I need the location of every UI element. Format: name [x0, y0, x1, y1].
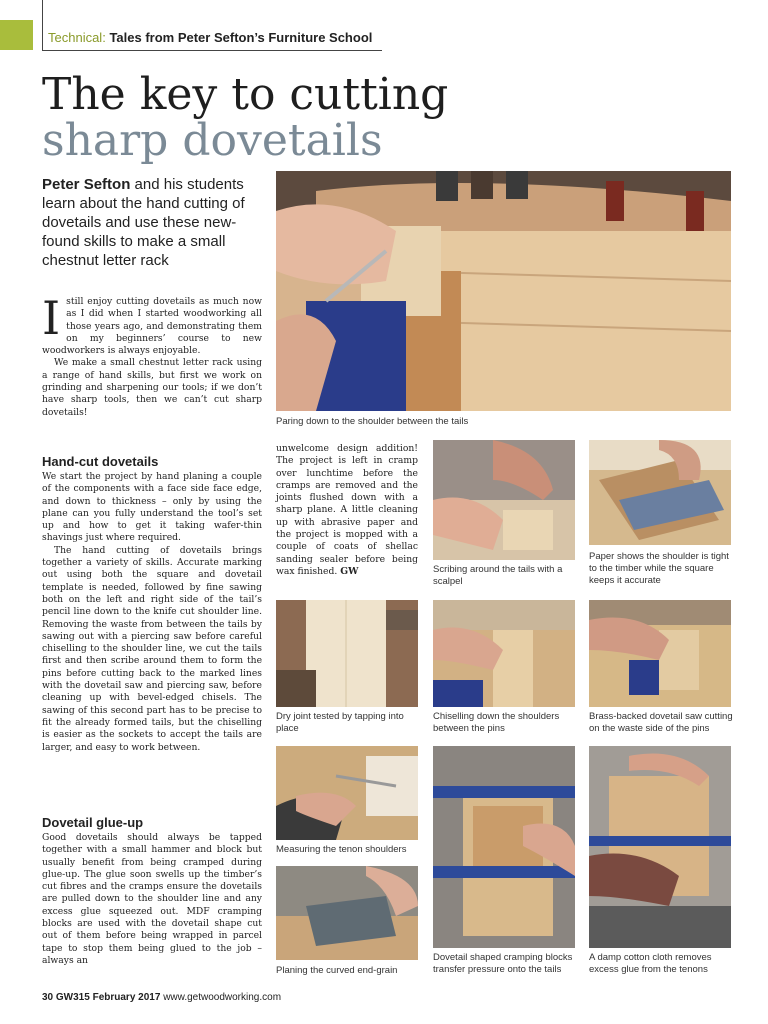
intro-paragraph-1: Istill enjoy cutting dovetails as much now as I did when I started woodworking all those years ago, and demonstrating them on my beginners’ course to new woodworkers is always enjoyable.: [42, 291, 262, 357]
intro-paragraph-2: We make a small chestnut letter rack using a range of hand skills, but first we work on grinding and sharpening our tools; if we don’t have sharp tools, then we can’t cut sharp dovetails!: [42, 357, 262, 418]
page-footer: [42, 992, 281, 1003]
intro-text: [42, 291, 262, 419]
caption-dry-joint: Dry joint tested by tapping into place: [276, 711, 404, 734]
photo-cramping: [433, 746, 575, 948]
subheading-hand-cut-dovetails: Hand-cut dovetails: [42, 454, 159, 469]
section2-text: [42, 832, 262, 967]
photo-measuring: [276, 746, 418, 840]
photo-brass-saw: [589, 600, 731, 707]
caption-planing: Planing the curved end-grain: [276, 965, 398, 976]
subheading-dovetail-glue-up: Dovetail glue-up: [42, 815, 144, 830]
page-number: 30: [42, 992, 54, 1003]
photo-dry-joint: [276, 600, 418, 707]
caption-paper: Paper shows the shoulder is tight to the timber while the square keeps it accurate: [589, 551, 729, 586]
drop-cap: I: [42, 291, 61, 345]
photo-scribing: [433, 440, 575, 560]
caption-cramping: Dovetail shaped cramping blocks transfer pressure onto the tails: [433, 952, 573, 975]
caption-cloth: A damp cotton cloth removes excess glue from the tenons: [589, 952, 712, 975]
section-header: [48, 30, 372, 45]
series-title: Tales from Peter Sefton’s Furniture School: [109, 30, 373, 45]
caption-measuring: Measuring the tenon shoulders: [276, 844, 407, 855]
section1-paragraph-2: The hand cutting of dovetails brings together a variety of skills. Accurate marking out using both the square and dovetail template is needed, followed by fine sawing both on the left and right side of the tail’s pencil line down to the knife cut shoulder line. Removing the waste from between the tails by sawing out with a piercing saw before careful chiselling to the shoulder line, we cut the tails first and then scribe around them to form the pins before cutting back to the marked lines with the dovetail saw and piercing saw, before cleaning up with bevel-edged chisels. The sawing of this second part has to be precise to fit the already formed tails, but the chiselling is easier as the sockets to accept the tails are larger, and easy to work between.: [42, 544, 262, 753]
section-label: Technical:: [48, 30, 106, 45]
photo-cloth: [589, 746, 731, 948]
standfirst: [42, 175, 267, 270]
continuation-text: [276, 443, 418, 578]
title-line-2: sharp dovetails: [42, 115, 383, 166]
issue-date: February 2017: [92, 992, 161, 1003]
caption-brass: Brass-backed dovetail saw cutting on the waste side of the pins: [589, 711, 733, 734]
photo-paper-shoulder: [589, 440, 731, 545]
header-divider: [42, 0, 43, 50]
caption-paring: Paring down to the shoulder between the tails: [276, 416, 469, 427]
article-title: [42, 69, 449, 166]
caption-chiselling: Chiselling down the shoulders between the pins: [433, 711, 560, 734]
title-line-1: The key to cutting: [42, 69, 449, 120]
sign-off: GW: [340, 565, 359, 577]
header-underline: [42, 50, 382, 51]
photo-planing: [276, 866, 418, 960]
section2-paragraph-1: Good dovetails should always be tapped together with a small hammer and block but usually benefit from being cramped during glue-up. The glue soon swells up the timber’s cut fibres and the cramps ensure the dovetails are pulled down to the shoulder line and any excess glue squeezed out. MDF cramping blocks are used with the dovetail shape cut out of them before being wrapped in parcel tape to stop them being glued to the job – always an: [42, 832, 262, 966]
caption-scribing: Scribing around the tails with a scalpel: [433, 564, 563, 587]
section1-paragraph-1: We start the project by hand planing a couple of the components with a face side face edge, and down to thickness – only by using the plane can you fully understand the tool’s set up and how to get it taking wafer-thin shavings just where required.: [42, 471, 262, 544]
continuation-paragraph: unwelcome design addition! The project is left in cramp over lunchtime before the cramps are removed and the joints flushed down with a sharp plane. A little cleaning up with abrasive paper and the project is mopped with a couple of coats of shellac sanding sealer before being wax finished. GW: [276, 443, 418, 577]
issue-number: GW315: [55, 992, 90, 1003]
photo-paring-dovetails: [276, 171, 731, 411]
section-color-tab: [0, 20, 33, 50]
author-name: Peter Sefton: [42, 176, 131, 193]
photo-chiselling: [433, 600, 575, 707]
standfirst-text: and his students learn about the hand cutting of dovetails and use these new-found skills to make a small chestnut letter rack: [42, 176, 245, 269]
website-url: www.getwoodworking.com: [163, 992, 282, 1003]
section1-text: [42, 471, 262, 754]
